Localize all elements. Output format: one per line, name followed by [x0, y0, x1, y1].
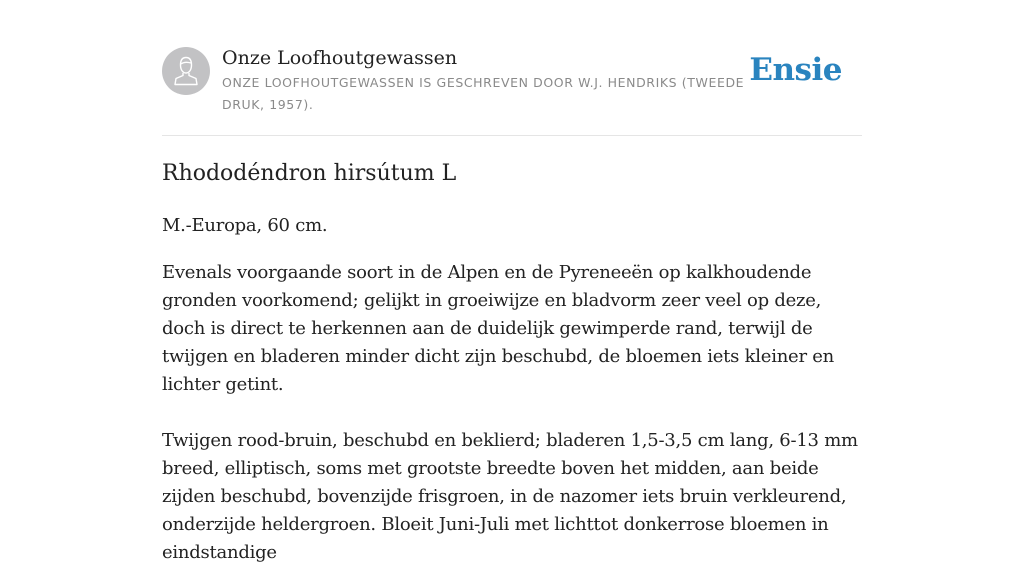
source-header [162, 46, 862, 136]
source-description: ONZE LOOFHOUTGEWASSEN IS GESCHREVEN DOOR W.J. HENDRIKS (TWEEDE DRUK, 1957). [222, 75, 745, 112]
user-icon [162, 47, 210, 95]
entry-paragraph-1: Evenals voorgaande soort in de Alpen en de Pyreneeën op kalkhoudende gronden voorkomend; gelijkt in groeiwijze en bladvorm zeer veel op deze, doch is direct te herkennen aan de duidelijk gewimperde rand, terwijl de twijgen en bladeren minder dicht zijn beschubd, de bloemen iets kleiner en lichter getint. [162, 262, 835, 395]
entry-content [162, 158, 862, 567]
entry-origin: M.-Europa, 60 cm. [162, 215, 328, 236]
entry-paragraph-2: Twijgen rood-bruin, beschubd en beklierd; bladeren 1,5-3,5 cm lang, 6-13 mm breed, elliptisch, soms met grootste breedte boven het midden, aan beide zijden beschubd, bovenzijde frisgroen, in de nazomer iets bruin verkleurend, onderzijde heldergroen. Bloeit Juni-Juli met lichttot donkerrose bloemen in eindstandige [162, 430, 858, 563]
source-title[interactable]: Onze Loofhoutgewassen [222, 47, 458, 69]
entry-title: Rhododéndron hirsútum L [162, 161, 457, 186]
avatar [162, 47, 210, 95]
brand-logo[interactable]: Ensie [749, 52, 842, 88]
